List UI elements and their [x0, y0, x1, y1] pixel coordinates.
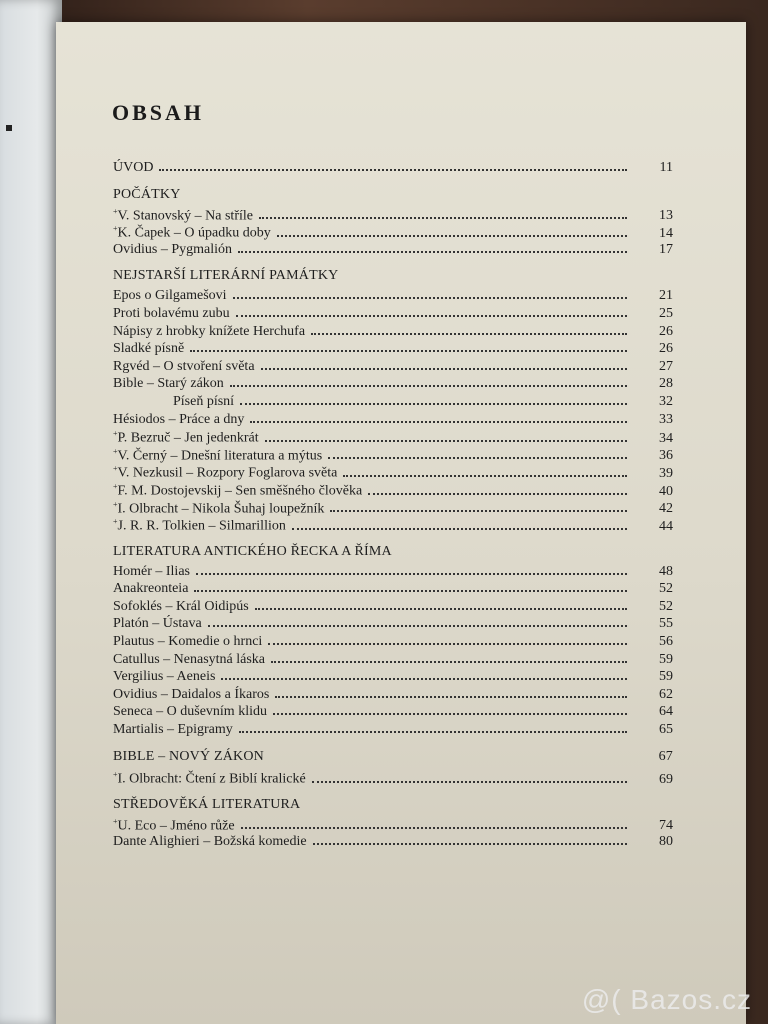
toc-page-number: 59	[659, 651, 673, 667]
toc-entry-label	[113, 447, 322, 465]
toc-entry-label	[113, 669, 215, 685]
dot-leader	[190, 349, 627, 352]
toc-entry-label	[113, 359, 255, 375]
toc-row	[113, 722, 673, 740]
dot-leader	[313, 842, 627, 845]
toc-row	[113, 288, 673, 306]
toc-page-number: 59	[659, 669, 673, 685]
toc-row	[113, 564, 673, 582]
entry-text: I. Olbracht: Čtení z Biblí kralické	[117, 771, 306, 787]
dot-leader	[230, 384, 627, 387]
toc-row	[113, 376, 673, 394]
entry-text: Dante Alighieri – Božská komedie	[113, 834, 307, 850]
toc-entry-label	[113, 224, 271, 242]
dot-leader	[241, 826, 627, 829]
toc-entry-label	[113, 770, 306, 788]
entry-text: Ovidius – Daidalos a Íkaros	[113, 686, 270, 702]
dot-leader	[265, 439, 627, 442]
entry-text: Sofoklés – Král Oidipús	[113, 598, 249, 614]
toc-page-number: 52	[659, 598, 673, 614]
toc-row	[113, 616, 673, 634]
toc-row	[113, 704, 673, 722]
toc-page-number: 33	[659, 411, 673, 427]
toc-row	[113, 669, 673, 687]
toc-row	[113, 207, 673, 225]
entry-text: Rgvéd – O stvoření světa	[113, 358, 255, 374]
toc-row	[113, 429, 673, 447]
toc-page-number: 27	[659, 358, 673, 374]
toc-entry-label	[113, 817, 235, 835]
toc-row	[113, 224, 673, 242]
dot-leader	[312, 780, 627, 783]
entry-text: Epos o Gilgamešovi	[113, 288, 227, 304]
entry-text: Hésiodos – Práce a dny	[113, 411, 245, 427]
entry-text: Homér – Ilias	[113, 563, 190, 579]
toc-page-number: 26	[659, 341, 673, 357]
toc-entry-label	[113, 599, 249, 615]
dot-leader	[330, 509, 627, 512]
toc-entry-label: ÚVOD	[113, 160, 154, 175]
entry-text: Platón – Ústava	[113, 616, 202, 632]
toc-page-number: 64	[659, 704, 673, 720]
toc-entry-label	[113, 634, 262, 650]
entry-text: Plautus – Komedie o hrnci	[113, 634, 263, 650]
plus-marker: +	[113, 517, 118, 527]
plus-marker: +	[113, 429, 118, 439]
dot-leader	[194, 589, 627, 592]
toc-page-number: 52	[659, 581, 673, 597]
dot-leader	[368, 492, 627, 495]
plus-marker: +	[113, 206, 118, 216]
toc-row	[113, 634, 673, 652]
toc-row	[113, 687, 673, 705]
entry-text: F. M. Dostojevskij – Sen směšného člověka	[117, 483, 363, 499]
entry-text: Vergilius – Aeneis	[113, 669, 216, 685]
toc-page-number: 55	[659, 616, 673, 632]
dot-leader	[239, 730, 627, 733]
toc-entry-label	[113, 564, 190, 580]
toc-entry-label	[113, 500, 324, 518]
dot-leader	[259, 216, 627, 219]
ink-mark	[6, 125, 12, 131]
toc-entry-label	[113, 464, 337, 482]
entry-text: K. Čapek – O úpadku doby	[117, 225, 271, 241]
dot-leader	[261, 367, 627, 370]
toc-page-number: 26	[659, 323, 673, 339]
toc-sections	[113, 187, 673, 852]
entry-text: Píseň písní	[173, 393, 235, 409]
entry-text: Sladké písně	[113, 341, 185, 357]
toc-page-number: 74	[659, 818, 673, 834]
toc-row	[113, 770, 673, 788]
toc-page-number: 40	[659, 483, 673, 499]
plus-marker: +	[113, 770, 118, 780]
entry-text: I. Olbracht – Nikola Šuhaj loupežník	[117, 501, 325, 517]
entry-text: Catullus – Nenasytná láska	[113, 651, 266, 667]
toc-page-number: 14	[659, 225, 673, 241]
toc-row	[113, 834, 673, 852]
toc-row	[113, 500, 673, 518]
toc-row	[113, 306, 673, 324]
dot-leader	[240, 402, 627, 405]
toc-page-number: 42	[659, 501, 673, 517]
left-page-edge	[0, 0, 62, 1024]
table-of-contents	[113, 160, 673, 852]
dot-leader	[196, 572, 627, 575]
toc-entry-label	[113, 376, 224, 392]
entry-text: Seneca – O duševním klidu	[113, 704, 267, 720]
toc-entry-label	[113, 412, 244, 428]
toc-page-number: 80	[659, 834, 673, 850]
toc-row	[113, 242, 673, 260]
toc-entry-label	[113, 288, 227, 304]
plus-marker: +	[113, 464, 118, 474]
toc-entry-label	[113, 834, 307, 850]
toc-row	[113, 482, 673, 500]
toc-row	[113, 817, 673, 835]
dot-leader	[159, 168, 627, 171]
toc-row-intro	[113, 160, 673, 178]
entry-text: V. Stanovský – Na stříle	[117, 208, 253, 224]
dot-leader	[292, 527, 627, 530]
toc-page-number: 62	[659, 686, 673, 702]
toc-page-number: 36	[659, 448, 673, 464]
dot-leader	[268, 642, 627, 645]
toc-page-number: 21	[659, 288, 673, 304]
dot-leader	[271, 660, 627, 663]
dot-leader	[208, 624, 627, 627]
toc-row	[113, 324, 673, 342]
section-heading-label: BIBLE – NOVÝ ZÁKON	[113, 748, 264, 764]
dot-leader	[275, 695, 627, 698]
toc-page-number: 67	[658, 748, 673, 764]
toc-row	[113, 359, 673, 377]
plus-marker: +	[113, 816, 118, 826]
toc-entry-label	[113, 616, 202, 632]
toc-page-number: 65	[659, 722, 673, 738]
toc-row	[113, 517, 673, 535]
plus-marker: +	[113, 224, 118, 234]
toc-page-number: 32	[659, 393, 673, 409]
toc-row	[113, 341, 673, 359]
toc-page-number: 44	[659, 518, 673, 534]
dot-leader	[277, 234, 627, 237]
dot-leader	[255, 607, 627, 610]
toc-page-number: 17	[659, 241, 673, 257]
dot-leader	[233, 296, 627, 299]
toc-entry-label	[113, 306, 230, 322]
toc-row	[113, 464, 673, 482]
toc-entry-label	[113, 581, 188, 597]
dot-leader	[238, 250, 627, 253]
toc-page-number: 39	[659, 465, 673, 481]
toc-row	[113, 447, 673, 465]
dot-leader	[343, 474, 627, 477]
dot-leader	[250, 420, 627, 423]
entry-text: J. R. R. Tolkien – Silmarillion	[117, 518, 286, 534]
plus-marker: +	[113, 481, 118, 491]
plus-marker: +	[113, 446, 118, 456]
dot-leader	[221, 677, 627, 680]
dot-leader	[311, 332, 627, 335]
toc-entry-label	[113, 242, 232, 258]
entry-text: Nápisy z hrobky knížete Herchufa	[113, 323, 306, 339]
toc-entry-label	[113, 341, 184, 357]
entry-text: V. Nezkusil – Rozpory Foglarova světa	[117, 465, 338, 481]
toc-section-heading: STŘEDOVĚKÁ LITERATURA	[113, 796, 301, 812]
toc-row	[113, 412, 673, 430]
entry-text: V. Černý – Dnešní literatura a mýtus	[117, 448, 323, 464]
entry-text: Bible – Starý zákon	[113, 376, 224, 392]
entry-text: Martialis – Epigramy	[113, 722, 233, 738]
dot-leader	[273, 712, 627, 715]
toc-row	[113, 394, 673, 412]
toc-row	[113, 581, 673, 599]
toc-entry-label	[113, 429, 259, 447]
page-title: OBSAH	[112, 100, 205, 125]
toc-page-number: 13	[659, 208, 673, 224]
entry-text: Ovidius – Pygmalión	[113, 241, 233, 257]
toc-entry-label	[113, 687, 269, 703]
toc-entry-label	[113, 207, 253, 225]
entry-text: Proti bolavému zubu	[113, 305, 230, 321]
toc-page-number: 34	[659, 430, 673, 446]
toc-entry-label	[113, 394, 234, 410]
toc-entry-label	[113, 722, 233, 738]
toc-page-number: 28	[659, 376, 673, 392]
toc-entry-label	[113, 324, 305, 340]
entry-text: Anakreonteia	[113, 581, 189, 597]
toc-row	[113, 599, 673, 617]
toc-page-number: 11	[659, 160, 673, 175]
watermark: @( Bazos.cz	[581, 984, 752, 1015]
toc-entry-label	[113, 652, 265, 668]
toc-entry-label	[113, 482, 362, 500]
toc-section-heading: LITERATURA ANTICKÉHO ŘECKA A ŘÍMA	[113, 543, 392, 559]
entry-text: P. Bezruč – Jen jedenkrát	[117, 430, 259, 446]
plus-marker: +	[113, 499, 118, 509]
toc-page-number: 25	[659, 305, 673, 321]
toc-section-heading: NEJSTARŠÍ LITERÁRNÍ PAMÁTKY	[113, 268, 339, 284]
toc-entry-label	[113, 517, 286, 535]
toc-row	[113, 652, 673, 670]
toc-section-heading	[113, 749, 673, 767]
dot-leader	[328, 456, 627, 459]
spacer	[270, 759, 627, 760]
toc-page-number: 69	[659, 771, 673, 787]
toc-section-heading: POČÁTKY	[113, 186, 181, 202]
toc-page-number: 48	[659, 563, 673, 579]
toc-page-number: 56	[659, 634, 673, 650]
dot-leader	[236, 314, 627, 317]
entry-text: U. Eco – Jméno růže	[117, 818, 235, 834]
toc-entry-label	[113, 704, 267, 720]
